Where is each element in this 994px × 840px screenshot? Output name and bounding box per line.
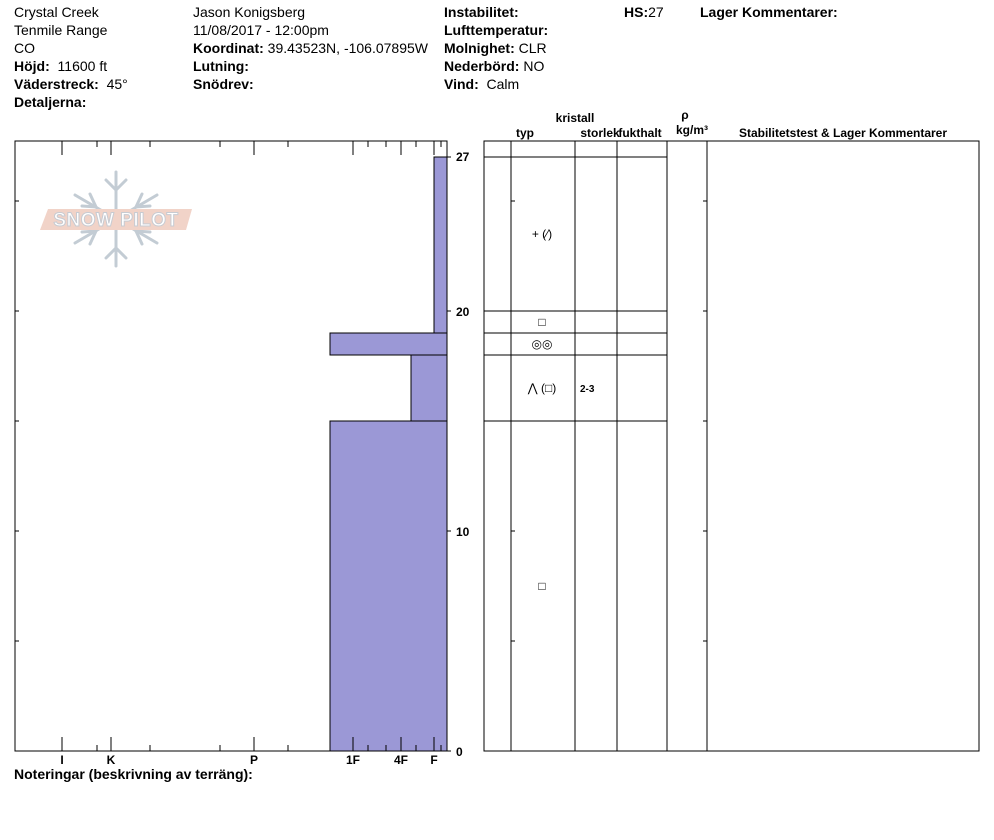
height-label-20: 20 (456, 305, 470, 319)
instability-label: Instabilitet: (444, 4, 519, 20)
crystal-type-1: □ (538, 315, 546, 329)
precip-label: Nederbörd: (444, 58, 520, 74)
hardness-layer-0 (330, 421, 447, 751)
logo-text: SNOW PILOT (53, 210, 179, 231)
precip-value: NO (523, 58, 545, 74)
hardness-label-k: K (106, 753, 116, 767)
observation-datetime: 11/08/2017 - 12:00pm (193, 22, 329, 38)
state-name: CO (14, 40, 35, 56)
hardness-label-i: I (60, 753, 64, 767)
location-name: Crystal Creek (14, 4, 99, 20)
airtemp-label: Lufttemperatur: (444, 22, 549, 38)
notes-label: Noteringar (beskrivning av terräng): (14, 766, 253, 782)
hardness-label-4f: 4F (393, 753, 409, 767)
crystal-type-0: + (⁄) (531, 227, 553, 241)
drift-label: Snödrev: (193, 76, 254, 92)
wind-label: Vind: (444, 76, 479, 92)
hardness-label-p: P (249, 753, 259, 767)
slope-label: Lutning: (193, 58, 249, 74)
height-label-27: 27 (456, 150, 470, 164)
hs-label: HS: (624, 4, 649, 20)
fukthalt-header: fukthalt (618, 126, 662, 140)
layer-comments-label: Lager Kommentarer: (700, 4, 838, 20)
stability-header: Stabilitetstest & Lager Kommentarer (738, 126, 948, 140)
hardness-layer-3 (434, 157, 447, 333)
density-unit-header: kg/m³ (675, 123, 709, 137)
details-label: Detaljerna: (14, 94, 87, 110)
storlek-header: storlek (580, 126, 620, 140)
hs-value: 27 (648, 4, 664, 20)
height-axis-ticks (447, 157, 451, 751)
observer-name: Jason Konigsberg (193, 4, 306, 20)
crystal-type-4: □ (538, 579, 546, 593)
crystal-type-2: ◎◎ (531, 337, 553, 351)
hardness-layer-2 (330, 333, 447, 355)
height-label-0: 0 (456, 745, 463, 759)
cloud-value: CLR (518, 40, 547, 56)
elevation-value: 11600 ft (57, 58, 108, 74)
hardness-label-f: F (430, 753, 438, 767)
hardness-layer-1 (411, 355, 447, 421)
aspect-value: 45° (106, 76, 128, 92)
wind-value: Calm (486, 76, 520, 92)
range-name: Tenmile Range (14, 22, 108, 38)
kristall-header: kristall (555, 111, 595, 125)
cloud-label: Molnighet: (444, 40, 515, 56)
crystal-type-3: ⋀ (□) (527, 381, 557, 395)
crystal-size-3: 2-3 (580, 384, 595, 395)
left-axis-ticks (15, 201, 19, 641)
coordinate-label: Koordinat: (193, 40, 264, 56)
hardness-label-1f: 1F (345, 753, 361, 767)
aspect-label: Väderstreck: (14, 76, 99, 92)
layer-table-frame (484, 141, 979, 751)
typ-header: typ (516, 126, 534, 140)
coordinate-value: 39.43523N, -106.07895W (267, 40, 428, 56)
rho-header: ρ (681, 108, 689, 122)
elevation-label: Höjd: (14, 58, 50, 74)
height-label-10: 10 (456, 525, 470, 539)
